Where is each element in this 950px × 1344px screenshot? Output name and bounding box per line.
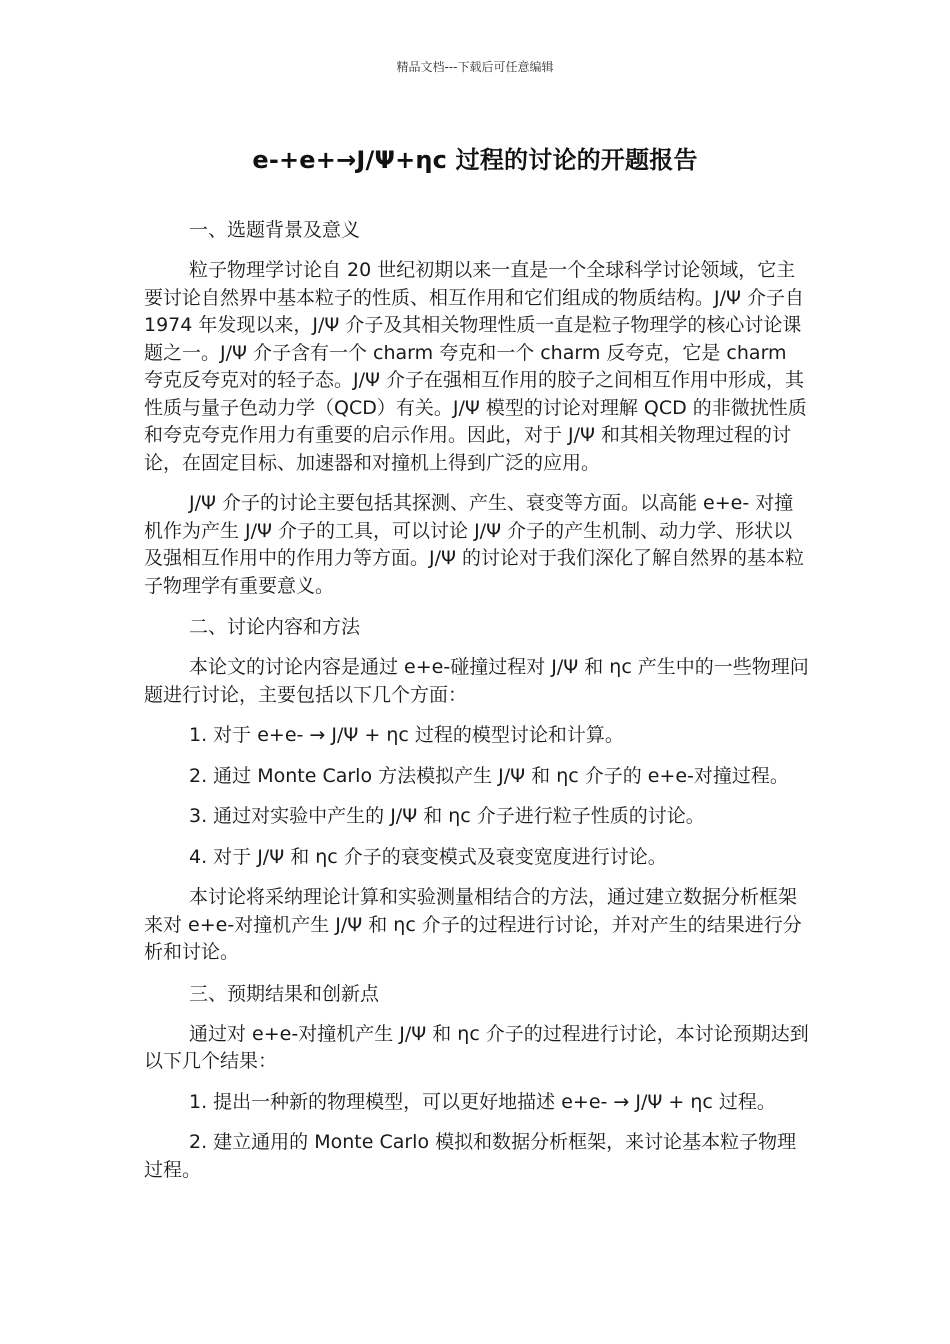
document-body: [144, 216, 809, 1197]
paragraph-methods-intro: 本论文的讨论内容是通过 e+e-碰撞过程对 J/Ψ 和 ηc 产生中的一些物理问题进行讨论，主要包括以下几个方面：: [144, 656, 809, 706]
section-heading-background: 一、选题背景及意义: [189, 219, 361, 241]
page-header-note: 精品文档---下载后可任意编辑: [396, 60, 554, 74]
list-item-method-4: 4. 对于 J/Ψ 和 ηc 介子的衰变模式及衰变宽度进行讨论。: [189, 845, 667, 868]
paragraph-results-intro: 通过对 e+e-对撞机产生 J/Ψ 和 ηc 介子的过程进行讨论，本讨论预期达到以下几个结果：: [144, 1022, 809, 1072]
section-heading-results: 三、预期结果和创新点: [189, 982, 380, 1005]
list-item-method-1: 1. 对于 e+e- → J/Ψ + ηc 过程的模型讨论和计算。: [189, 724, 624, 746]
list-item-result-2: 2. 建立通用的 Monte Carlo 模拟和数据分析框架，来讨论基本粒子物理过程。: [144, 1131, 797, 1181]
paragraph-background-1: 粒子物理学讨论自 20 世纪初期以来一直是一个全球科学讨论领域，它主要讨论自然界中基本粒子的性质、相互作用和它们组成的物质结构。J/Ψ 介子自 1974 年发现以来，J/Ψ 介子及其相关物理性质一直是粒子物理学的核心讨论课题之一。J/Ψ 介子含有一个 charm 夸克和一个 charm 反夸克，它是 charm 夸克反夸克对的轻子态。J/Ψ 介子在强相互作用的胶子之间相互作用中形成，其性质与量子色动力学（QCD）有关。J/Ψ 模型的讨论对理解 QCD 的非微扰性质和夸克夸克作用力有重要的启示作用。因此，对于 J/Ψ 和其相关物理过程的讨论，在固定目标、加速器和对撞机上得到广泛的应用。: [144, 259, 807, 474]
list-item-result-1: 1. 提出一种新的物理模型，可以更好地描述 e+e- → J/Ψ + ηc 过程。: [189, 1090, 776, 1113]
paragraph-background-2: J/Ψ 介子的讨论主要包括其探测、产生、衰变等方面。以高能 e+e- 对撞机作为产生 J/Ψ 介子的工具，可以讨论 J/Ψ 介子的产生机制、动力学、形状以及强相互作用中的作用力等方面。J/Ψ 的讨论对于我们深化了解自然界的基本粒子物理学有重要意义。: [144, 492, 805, 597]
document-title: e-+e+→J/Ψ+ηc 过程的讨论的开题报告: [252, 146, 698, 174]
paragraph-methods-outro: 本讨论将采纳理论计算和实验测量相结合的方法，通过建立数据分析框架来对 e+e-对撞机产生 J/Ψ 和 ηc 介子的过程进行讨论，并对产生的结果进行分析和讨论。: [144, 886, 802, 963]
section-heading-methods: 二、讨论内容和方法: [189, 616, 361, 638]
list-item-method-3: 3. 通过对实验中产生的 J/Ψ 和 ηc 介子进行粒子性质的讨论。: [189, 805, 705, 827]
list-item-method-2: 2. 通过 Monte Carlo 方法模拟产生 J/Ψ 和 ηc 介子的 e+e-对撞过程。: [189, 764, 789, 787]
